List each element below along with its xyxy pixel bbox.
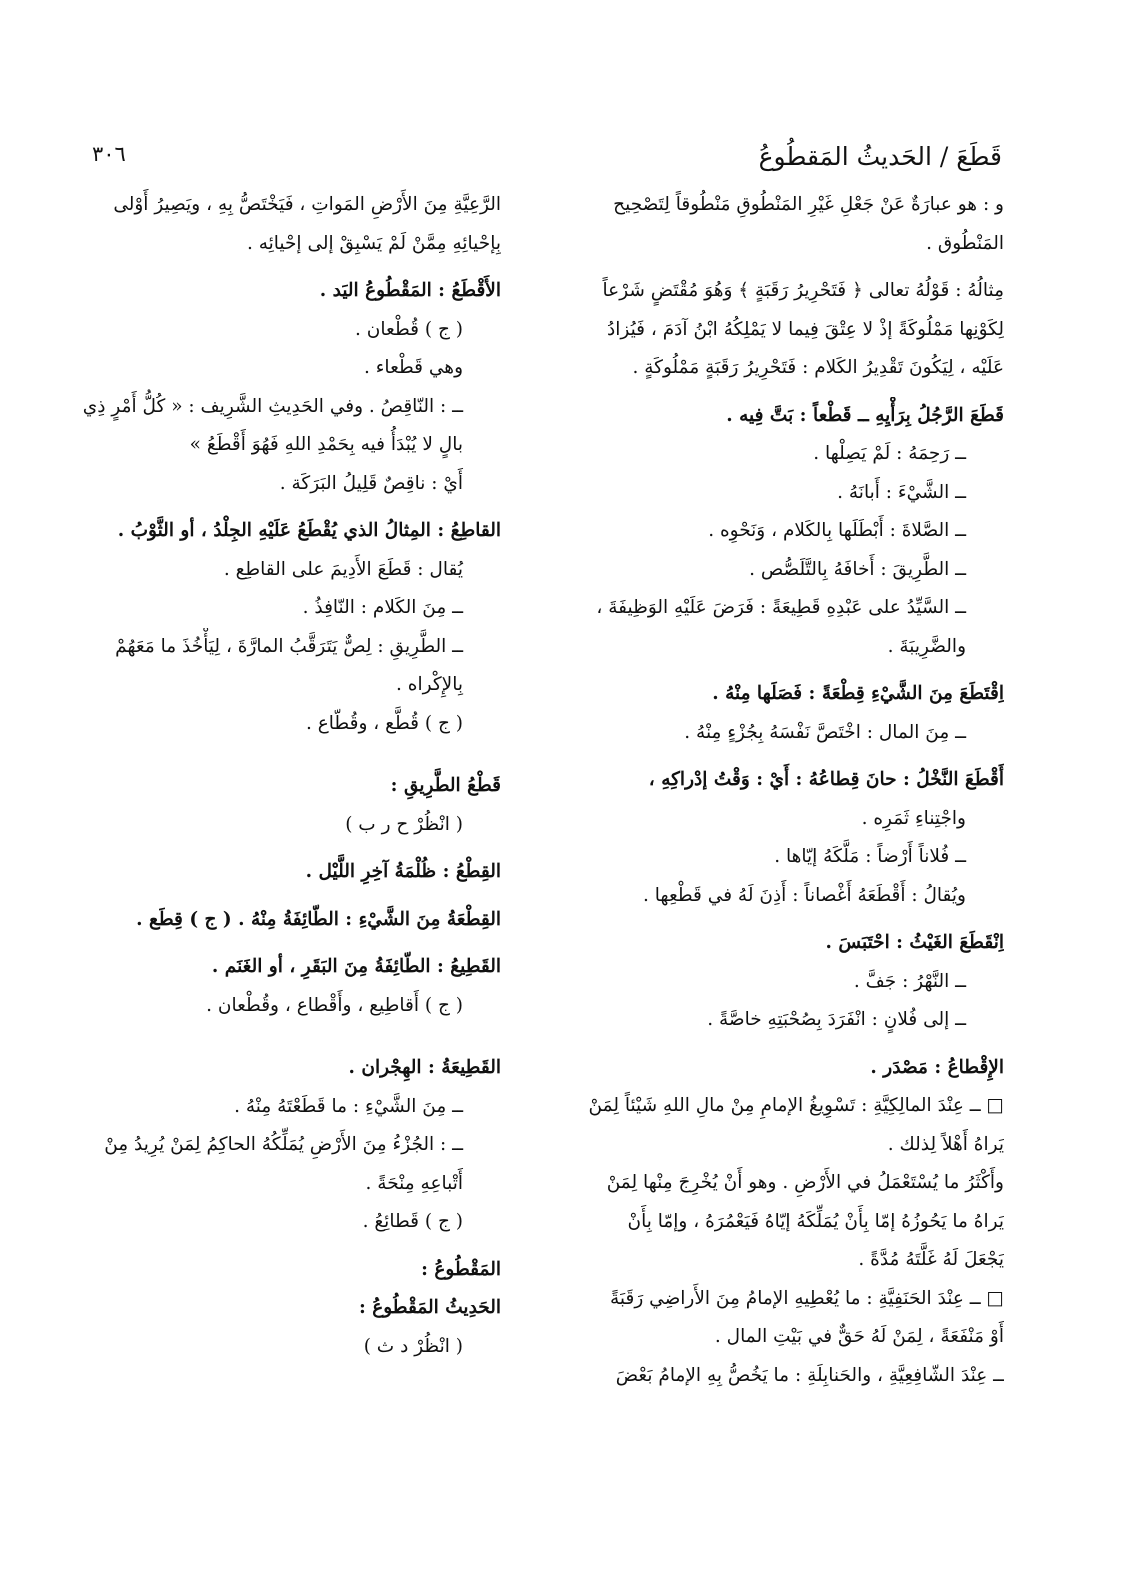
entry-line: ( انْظُرْ د ث ) <box>363 1335 463 1357</box>
entry-headword-line: الحَدِيثُ المَقْطُوعُ : <box>358 1297 501 1318</box>
entry-line: والضَّرِيبَةَ . <box>887 635 966 657</box>
entry-line: أَوْ مَنْفَعَةً ، لِمَنْ لَهُ حَقٌّ في بَيْتِ المال . <box>714 1326 1004 1347</box>
entry-headword-line: قَطْعُ الطَّرِيقِ : <box>390 775 501 796</box>
entry-line: يُقال : قَطَعَ الأَدِيمَ على القاطِع . <box>223 558 463 580</box>
entry-line: واجْتِناءِ ثَمَرِه . <box>861 807 966 829</box>
entry-headword-line: القِطْعَةُ مِنَ الشَّيْءِ : الطّائِفَةُ مِنْهُ . ( ج ) قِطَع . <box>136 908 501 930</box>
entry-headword-line: القاطِعُ : المِثالُ الذي يُقْطَعُ عَلَيْهِ الجِلْدُ ، أو الثَّوْبُ . <box>117 520 501 541</box>
entry-headword-line: القَطِيعُ : الطّائِفَةُ مِنَ البَقَرِ ، أو الغَنَم . <box>211 956 501 977</box>
entry-headword-line: المَقْطُوعُ : <box>421 1258 501 1280</box>
entry-line: ــ الطَّرِيقَ : أَخافَهُ بِالتَّلَصُّص . <box>749 558 966 580</box>
entry-line: ــ : الجُزْءُ مِنَ الأَرْضِ يُمَلِّكُهُ الحاكِمُ لِمَنْ يُرِيدُ مِنْ <box>104 1134 463 1155</box>
entry-line: ( ج ) قُطَّع ، وقُطّاع . <box>305 712 463 734</box>
entry-line: بِإحْيائِهِ مِمَّنْ لَمْ يَسْبِقْ إلى إحْيائِه . <box>246 232 501 254</box>
page-number: ٣٠٦ <box>92 142 126 166</box>
entry-line: أَتْباعِهِ مِنْحَةً . <box>365 1172 463 1194</box>
entry-line: ــ الشَّيْءَ : أَبانَهُ . <box>837 481 966 503</box>
entry-line: لِكَوْنِها مَمْلُوكَةً إذْ لا عِتْقَ فِيما لا يَمْلِكُهُ ابْنُ آدَمَ ، فَيُزادُ <box>606 318 1004 340</box>
entry-line: ــ رَحِمَهُ : لَمْ يَصِلْها . <box>813 443 966 464</box>
entry-line: أَيْ : ناقِصٌ قَلِيلُ البَرَكَة . <box>279 472 463 494</box>
entry-line: ( ج ) قُطْعان . <box>355 318 463 340</box>
entry-line: بِالإِكْراه . <box>396 674 463 695</box>
entry-line: ــ : النّاقِصُ . وفي الحَدِيثِ الشَّرِيف : « كُلُّ أَمْرٍ ذِي <box>82 395 463 417</box>
entry-line: وأَكْثَرُ ما يُسْتَعْمَلُ في الأَرْضِ . وهو أَنْ يُخْرِجَ مِنْها لِمَنْ <box>606 1172 1004 1193</box>
left-column <box>53 186 501 1366</box>
entry-line: ــ فُلاناً أَرْضاً : مَلَّكَهُ إيّاها . <box>774 846 966 867</box>
right-column <box>549 186 1004 1395</box>
entry-line: ( ج ) أَقاطِيع ، وأَقْطاع ، وقُطْعان . <box>206 994 463 1016</box>
entry-line: وهي قَطْعاء . <box>363 357 463 378</box>
entry-line: ــ مِنَ المال : اخْتَصَّ نَفْسَهُ بِجُزْءٍ مِنْهُ . <box>684 721 966 743</box>
entry-line: يَراهُ أَهْلاً لِذلك . <box>887 1133 1004 1155</box>
entry-line: بالٍ لا يُبْدَأُ فيه بِحَمْدِ اللهِ فَهُوَ أَقْطَعُ » <box>189 434 463 455</box>
entry-line: المَنْطُوق . <box>926 232 1004 254</box>
entry-line: ــ عِنْدَ الشّافِعِيَّةِ ، والحَنابِلَةِ : ما يَخُصُّ بِهِ الإمامُ بَعْضَ <box>615 1364 1004 1386</box>
entry-headword-line: الأَقْطَعُ : المَقْطُوعُ اليَد . <box>319 280 501 301</box>
entry-line: ــ الصَّلاةَ : أَبْطَلَها بِالكَلام ، وَنَحْوِه . <box>708 520 966 541</box>
entry-line: ــ مِنَ الكَلام : النّافِذُ . <box>302 597 463 618</box>
entry-line: ــ النَّهْرُ : جَفَّ . <box>853 970 966 992</box>
entry-line: مِثالُهُ : قَوْلُهُ تعالى ﴿ فَتَحْرِيرُ رَقَبَةٍ ﴾ وَهُوَ مُقْتَضٍ شَرْعاً <box>602 280 1004 301</box>
entry-line: يَراهُ ما يَحُوزُهُ إمّا بِأَنْ يُمَلِّكَهُ إيّاهُ فَيَعْمُرَهُ ، وإمّا بِأَنْ <box>627 1210 1004 1232</box>
entry-line: ــ السَّيِّدُ على عَبْدِهِ قَطِيعَةً : فَرَضَ عَلَيْهِ الوَظِيفَةَ ، <box>596 597 966 618</box>
entry-line: عَلَيْه ، لِيَكُونَ تَقْدِيرُ الكَلام : فَتَحْرِيرُ رَقَبَةٍ مَمْلُوكَةٍ . <box>632 357 1004 378</box>
entry-line: الرَّعِيَّةِ مِنَ الأَرْضِ المَواتِ ، فَيَخْتَصُّ بِهِ ، ويَصِيرُ أَوْلى <box>113 194 501 215</box>
entry-line: ( ج ) قَطائِعُ . <box>362 1211 463 1232</box>
entry-line: □ ــ عِنْدَ المالِكِيَّةِ : تَسْوِيغُ الإمامِ مِنْ مالِ اللهِ شَيْئاً لِمَنْ <box>588 1095 1004 1116</box>
entry-headword-line: أَقْطَعَ النَّخْلُ : حانَ قِطاعُهُ : أَيْ : وَقْتُ إدْراكِهِ ، <box>648 769 1004 790</box>
entry-line: □ ــ عِنْدَ الحَنَفِيَّةِ : ما يُعْطِيهِ الإمامُ مِنَ الأَراضِي رَقَبَةً <box>609 1287 1004 1309</box>
entry-headword-line: القَطِيعَةُ : الهِجْران . <box>348 1057 501 1078</box>
entry-headword-line: اِنْقَطَعَ الغَيْثُ : احْتَبَسَ . <box>825 932 1004 953</box>
entry-line: و : هو عبارَةٌ عَنْ جَعْلِ غَيْرِ المَنْطُوقِ مَنْطُوقاً لِتَصْحِيح <box>613 194 1004 215</box>
entry-headword-line: القِطْعُ : ظُلْمَةُ آخِرِ اللَّيْل . <box>305 861 501 882</box>
entry-line: ( انْظُرْ ح ر ب ) <box>345 813 463 835</box>
entry-line: ــ مِنَ الشَّيْءِ : ما قَطَعْتَهُ مِنْهُ . <box>234 1095 463 1117</box>
entry-line: يَجْعَلَ لَهُ غَلَّتَهُ مُدَّةً . <box>858 1249 1004 1270</box>
entry-headword-line: قَطَعَ الرَّجُلُ بِرَأْيِهِ ــ قَطْعاً : بَتَّ فِيه . <box>726 404 1004 426</box>
running-head: قَطَعَ / الحَديثُ المَقطُوعُ <box>758 142 1002 171</box>
entry-line: ــ إلى فُلانٍ : انْفَرَدَ بِصُحْبَتِهِ خاصَّةً . <box>707 1009 966 1030</box>
entry-headword-line: الإِقْطاعُ : مَصْدَر . <box>870 1056 1004 1078</box>
entry-line: ويُقالُ : أَقْطَعَهُ أَغْصاناً : أَذِنَ لَهُ في قَطْعِها . <box>643 884 966 906</box>
entry-line: ــ الطَّرِيقِ : لِصٌّ يَتَرَقَّبُ المارَّةَ ، لِيَأْخُذَ ما مَعَهُمْ <box>115 635 463 657</box>
entry-headword-line: اِقْتَطَعَ مِنَ الشَّيْءِ قِطْعَةً : فَصَلَها مِنْهُ . <box>712 683 1004 704</box>
